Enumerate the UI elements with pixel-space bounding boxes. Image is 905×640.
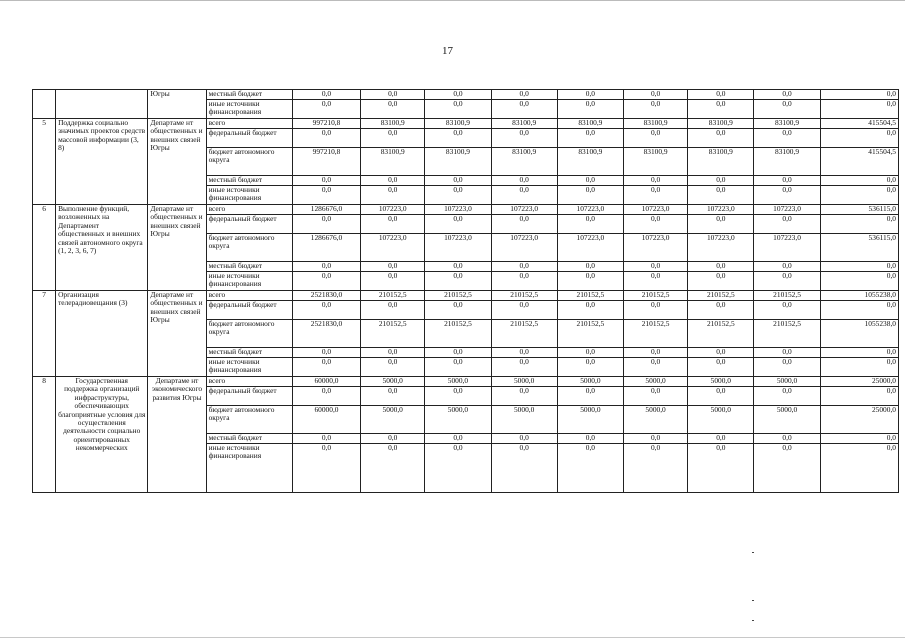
value-cell: 210152,5 bbox=[688, 320, 754, 348]
value-cell: 0,0 bbox=[688, 100, 754, 119]
value-cell: 0,0 bbox=[623, 215, 687, 234]
value-cell: 83100,9 bbox=[688, 119, 754, 129]
value-cell: 0,0 bbox=[557, 348, 623, 358]
value-cell: 0,0 bbox=[820, 358, 898, 377]
value-cell: 997210,8 bbox=[292, 119, 360, 129]
value-cell: 0,0 bbox=[754, 90, 820, 100]
value-cell: 0,0 bbox=[425, 186, 491, 205]
row-index-cell: 7 bbox=[33, 291, 56, 377]
value-cell: 210152,5 bbox=[557, 291, 623, 301]
value-cell: 0,0 bbox=[292, 358, 360, 377]
responsible-cell: Департаме нт общественных и внешних связей Югры bbox=[148, 119, 206, 205]
value-cell: 210152,5 bbox=[491, 291, 557, 301]
source-cell: бюджет автономного округа bbox=[206, 320, 292, 348]
value-cell: 0,0 bbox=[491, 215, 557, 234]
value-cell: 0,0 bbox=[754, 262, 820, 272]
value-cell: 0,0 bbox=[623, 176, 687, 186]
value-cell: 0,0 bbox=[491, 90, 557, 100]
value-cell: 0,0 bbox=[292, 387, 360, 406]
value-cell: 107223,0 bbox=[491, 234, 557, 262]
value-cell: 2521830,0 bbox=[292, 291, 360, 301]
value-cell: 0,0 bbox=[425, 129, 491, 148]
value-cell: 0,0 bbox=[820, 215, 898, 234]
measure-name-cell: Организация телерадиовещания (3) bbox=[56, 291, 148, 377]
value-cell: 0,0 bbox=[623, 301, 687, 320]
value-cell: 1055238,0 bbox=[820, 320, 898, 348]
value-cell: 0,0 bbox=[688, 215, 754, 234]
value-cell: 0,0 bbox=[623, 186, 687, 205]
responsible-cell: Департаме нт экономического развития Югры bbox=[148, 377, 206, 493]
value-cell: 0,0 bbox=[361, 434, 425, 444]
value-cell: 0,0 bbox=[557, 129, 623, 148]
value-cell: 0,0 bbox=[292, 272, 360, 291]
source-cell: бюджет автономного округа bbox=[206, 234, 292, 262]
value-cell: 0,0 bbox=[623, 434, 687, 444]
value-cell: 0,0 bbox=[623, 444, 687, 493]
value-cell: 0,0 bbox=[491, 434, 557, 444]
value-cell: 107223,0 bbox=[688, 234, 754, 262]
value-cell: 1286676,0 bbox=[292, 234, 360, 262]
value-cell: 107223,0 bbox=[361, 234, 425, 262]
value-cell: 0,0 bbox=[361, 358, 425, 377]
value-cell: 107223,0 bbox=[623, 234, 687, 262]
value-cell: 0,0 bbox=[820, 387, 898, 406]
value-cell: 0,0 bbox=[754, 387, 820, 406]
source-cell: иные источники финансирования bbox=[206, 444, 292, 493]
value-cell: 0,0 bbox=[425, 176, 491, 186]
value-cell: 0,0 bbox=[557, 262, 623, 272]
value-cell: 0,0 bbox=[557, 176, 623, 186]
table-row bbox=[33, 119, 899, 129]
value-cell: 0,0 bbox=[754, 129, 820, 148]
value-cell: 0,0 bbox=[820, 90, 898, 100]
value-cell: 107223,0 bbox=[491, 205, 557, 215]
value-cell: 0,0 bbox=[361, 272, 425, 291]
value-cell: 0,0 bbox=[557, 387, 623, 406]
value-cell: 0,0 bbox=[292, 434, 360, 444]
source-cell: федеральный бюджет bbox=[206, 215, 292, 234]
value-cell: 0,0 bbox=[491, 272, 557, 291]
table-row bbox=[33, 90, 899, 100]
value-cell: 210152,5 bbox=[623, 320, 687, 348]
value-cell: 0,0 bbox=[491, 387, 557, 406]
value-cell: 5000,0 bbox=[491, 406, 557, 434]
value-cell: 0,0 bbox=[754, 176, 820, 186]
row-index-cell: 6 bbox=[33, 205, 56, 291]
value-cell: 0,0 bbox=[292, 100, 360, 119]
scan-speck bbox=[752, 620, 754, 621]
value-cell: 0,0 bbox=[754, 215, 820, 234]
source-cell: иные источники финансирования bbox=[206, 272, 292, 291]
value-cell: 5000,0 bbox=[491, 377, 557, 387]
value-cell: 83100,9 bbox=[361, 148, 425, 176]
value-cell: 5000,0 bbox=[688, 406, 754, 434]
value-cell: 1055238,0 bbox=[820, 291, 898, 301]
scan-speck bbox=[752, 552, 754, 553]
value-cell: 0,0 bbox=[292, 129, 360, 148]
value-cell: 0,0 bbox=[623, 100, 687, 119]
responsible-cell: Департаме нт общественных и внешних связей Югры bbox=[148, 291, 206, 377]
budget-table bbox=[32, 89, 899, 493]
value-cell: 83100,9 bbox=[425, 148, 491, 176]
value-cell: 0,0 bbox=[557, 186, 623, 205]
value-cell: 0,0 bbox=[557, 272, 623, 291]
value-cell: 83100,9 bbox=[557, 119, 623, 129]
value-cell: 0,0 bbox=[688, 262, 754, 272]
value-cell: 0,0 bbox=[491, 100, 557, 119]
responsible-cell: Югры bbox=[148, 90, 206, 119]
value-cell: 536115,0 bbox=[820, 205, 898, 215]
value-cell: 0,0 bbox=[688, 272, 754, 291]
source-cell: местный бюджет bbox=[206, 434, 292, 444]
value-cell: 0,0 bbox=[623, 387, 687, 406]
value-cell: 0,0 bbox=[623, 129, 687, 148]
value-cell: 0,0 bbox=[820, 262, 898, 272]
value-cell: 0,0 bbox=[491, 129, 557, 148]
measure-name-cell bbox=[56, 90, 148, 119]
source-cell: всего bbox=[206, 377, 292, 387]
value-cell: 107223,0 bbox=[557, 205, 623, 215]
value-cell: 0,0 bbox=[361, 129, 425, 148]
value-cell: 0,0 bbox=[491, 301, 557, 320]
value-cell: 0,0 bbox=[361, 387, 425, 406]
value-cell: 0,0 bbox=[557, 90, 623, 100]
row-index-cell: 8 bbox=[33, 377, 56, 493]
value-cell: 0,0 bbox=[361, 100, 425, 119]
page-number: 17 bbox=[442, 45, 453, 57]
value-cell: 997210,8 bbox=[292, 148, 360, 176]
value-cell: 0,0 bbox=[754, 444, 820, 493]
row-index-cell bbox=[33, 90, 56, 119]
value-cell: 0,0 bbox=[754, 358, 820, 377]
value-cell: 0,0 bbox=[292, 215, 360, 234]
value-cell: 107223,0 bbox=[754, 234, 820, 262]
value-cell: 0,0 bbox=[491, 186, 557, 205]
value-cell: 0,0 bbox=[557, 434, 623, 444]
source-cell: иные источники финансирования bbox=[206, 100, 292, 119]
value-cell: 0,0 bbox=[361, 90, 425, 100]
value-cell: 0,0 bbox=[425, 434, 491, 444]
value-cell: 25000,0 bbox=[820, 406, 898, 434]
value-cell: 210152,5 bbox=[491, 320, 557, 348]
value-cell: 107223,0 bbox=[557, 234, 623, 262]
source-cell: местный бюджет bbox=[206, 176, 292, 186]
source-cell: местный бюджет bbox=[206, 348, 292, 358]
value-cell: 107223,0 bbox=[425, 205, 491, 215]
source-cell: всего bbox=[206, 119, 292, 129]
value-cell: 83100,9 bbox=[557, 148, 623, 176]
value-cell: 2521830,0 bbox=[292, 320, 360, 348]
value-cell: 5000,0 bbox=[361, 406, 425, 434]
value-cell: 0,0 bbox=[557, 100, 623, 119]
value-cell: 83100,9 bbox=[754, 119, 820, 129]
measure-name-cell: Выполнение функций, возложенных на Департамент общественных и внешних связей автономного округа (1, 2, 3, 6, 7) bbox=[56, 205, 148, 291]
value-cell: 0,0 bbox=[557, 301, 623, 320]
value-cell: 0,0 bbox=[292, 444, 360, 493]
value-cell: 0,0 bbox=[820, 272, 898, 291]
value-cell: 0,0 bbox=[557, 444, 623, 493]
value-cell: 5000,0 bbox=[425, 406, 491, 434]
value-cell: 210152,5 bbox=[557, 320, 623, 348]
value-cell: 0,0 bbox=[820, 348, 898, 358]
value-cell: 0,0 bbox=[820, 444, 898, 493]
value-cell: 210152,5 bbox=[623, 291, 687, 301]
value-cell: 0,0 bbox=[425, 348, 491, 358]
value-cell: 0,0 bbox=[623, 90, 687, 100]
value-cell: 0,0 bbox=[754, 186, 820, 205]
value-cell: 5000,0 bbox=[688, 377, 754, 387]
value-cell: 0,0 bbox=[292, 176, 360, 186]
value-cell: 83100,9 bbox=[754, 148, 820, 176]
value-cell: 25000,0 bbox=[820, 377, 898, 387]
value-cell: 0,0 bbox=[820, 100, 898, 119]
value-cell: 0,0 bbox=[491, 444, 557, 493]
value-cell: 0,0 bbox=[688, 358, 754, 377]
source-cell: местный бюджет bbox=[206, 262, 292, 272]
page-bottom-edge bbox=[0, 637, 905, 638]
value-cell: 0,0 bbox=[425, 444, 491, 493]
source-cell: бюджет автономного округа bbox=[206, 148, 292, 176]
value-cell: 0,0 bbox=[491, 358, 557, 377]
value-cell: 0,0 bbox=[425, 215, 491, 234]
value-cell: 107223,0 bbox=[754, 205, 820, 215]
value-cell: 0,0 bbox=[688, 129, 754, 148]
value-cell: 0,0 bbox=[688, 186, 754, 205]
value-cell: 0,0 bbox=[425, 272, 491, 291]
scan-speck bbox=[752, 600, 754, 601]
source-cell: всего bbox=[206, 291, 292, 301]
value-cell: 0,0 bbox=[557, 358, 623, 377]
value-cell: 0,0 bbox=[623, 348, 687, 358]
value-cell: 0,0 bbox=[491, 262, 557, 272]
value-cell: 0,0 bbox=[688, 176, 754, 186]
value-cell: 536115,0 bbox=[820, 234, 898, 262]
value-cell: 0,0 bbox=[688, 301, 754, 320]
value-cell: 0,0 bbox=[754, 301, 820, 320]
value-cell: 0,0 bbox=[292, 301, 360, 320]
value-cell: 107223,0 bbox=[425, 234, 491, 262]
value-cell: 107223,0 bbox=[623, 205, 687, 215]
value-cell: 107223,0 bbox=[361, 205, 425, 215]
source-cell: федеральный бюджет bbox=[206, 301, 292, 320]
value-cell: 107223,0 bbox=[688, 205, 754, 215]
value-cell: 0,0 bbox=[688, 387, 754, 406]
value-cell: 0,0 bbox=[361, 444, 425, 493]
row-index-cell: 5 bbox=[33, 119, 56, 205]
value-cell: 0,0 bbox=[754, 348, 820, 358]
table-row bbox=[33, 291, 899, 301]
value-cell: 0,0 bbox=[491, 348, 557, 358]
value-cell: 0,0 bbox=[820, 129, 898, 148]
value-cell: 0,0 bbox=[623, 358, 687, 377]
value-cell: 0,0 bbox=[754, 100, 820, 119]
measure-name-cell: Государственная поддержка организаций инфраструктуры, обеспечивающих благоприятные условия для осуществления деятельности социально ориентированных некоммерческих bbox=[56, 377, 148, 493]
value-cell: 0,0 bbox=[688, 444, 754, 493]
value-cell: 210152,5 bbox=[754, 291, 820, 301]
value-cell: 1286676,0 bbox=[292, 205, 360, 215]
value-cell: 210152,5 bbox=[425, 291, 491, 301]
value-cell: 0,0 bbox=[361, 348, 425, 358]
value-cell: 5000,0 bbox=[623, 377, 687, 387]
value-cell: 83100,9 bbox=[688, 148, 754, 176]
value-cell: 0,0 bbox=[292, 262, 360, 272]
value-cell: 5000,0 bbox=[557, 377, 623, 387]
value-cell: 5000,0 bbox=[623, 406, 687, 434]
value-cell: 5000,0 bbox=[425, 377, 491, 387]
responsible-cell: Департаме нт общественных и внешних связей Югры bbox=[148, 205, 206, 291]
source-cell: федеральный бюджет bbox=[206, 387, 292, 406]
value-cell: 5000,0 bbox=[361, 377, 425, 387]
value-cell: 5000,0 bbox=[754, 377, 820, 387]
value-cell: 0,0 bbox=[425, 358, 491, 377]
value-cell: 0,0 bbox=[820, 301, 898, 320]
value-cell: 83100,9 bbox=[491, 148, 557, 176]
value-cell: 0,0 bbox=[688, 434, 754, 444]
value-cell: 83100,9 bbox=[361, 119, 425, 129]
source-cell: федеральный бюджет bbox=[206, 129, 292, 148]
value-cell: 0,0 bbox=[361, 301, 425, 320]
value-cell: 0,0 bbox=[820, 176, 898, 186]
value-cell: 0,0 bbox=[491, 176, 557, 186]
value-cell: 0,0 bbox=[425, 262, 491, 272]
value-cell: 0,0 bbox=[361, 186, 425, 205]
value-cell: 415504,5 bbox=[820, 148, 898, 176]
value-cell: 0,0 bbox=[820, 434, 898, 444]
value-cell: 210152,5 bbox=[425, 320, 491, 348]
source-cell: местный бюджет bbox=[206, 90, 292, 100]
value-cell: 5000,0 bbox=[754, 406, 820, 434]
table-row bbox=[33, 377, 899, 387]
value-cell: 0,0 bbox=[425, 90, 491, 100]
source-cell: бюджет автономного округа bbox=[206, 406, 292, 434]
value-cell: 0,0 bbox=[292, 348, 360, 358]
value-cell: 83100,9 bbox=[623, 148, 687, 176]
value-cell: 0,0 bbox=[425, 100, 491, 119]
value-cell: 0,0 bbox=[820, 186, 898, 205]
value-cell: 0,0 bbox=[292, 90, 360, 100]
table-row bbox=[33, 205, 899, 215]
page-top-edge bbox=[0, 0, 905, 1]
source-cell: всего bbox=[206, 205, 292, 215]
value-cell: 0,0 bbox=[425, 387, 491, 406]
value-cell: 0,0 bbox=[361, 262, 425, 272]
value-cell: 210152,5 bbox=[754, 320, 820, 348]
value-cell: 0,0 bbox=[754, 434, 820, 444]
value-cell: 0,0 bbox=[361, 176, 425, 186]
value-cell: 0,0 bbox=[623, 272, 687, 291]
value-cell: 210152,5 bbox=[361, 320, 425, 348]
source-cell: иные источники финансирования bbox=[206, 358, 292, 377]
value-cell: 83100,9 bbox=[425, 119, 491, 129]
value-cell: 83100,9 bbox=[623, 119, 687, 129]
value-cell: 0,0 bbox=[361, 215, 425, 234]
value-cell: 210152,5 bbox=[361, 291, 425, 301]
value-cell: 0,0 bbox=[754, 272, 820, 291]
value-cell: 0,0 bbox=[688, 348, 754, 358]
value-cell: 0,0 bbox=[623, 262, 687, 272]
value-cell: 60000,0 bbox=[292, 406, 360, 434]
value-cell: 0,0 bbox=[688, 90, 754, 100]
value-cell: 5000,0 bbox=[557, 406, 623, 434]
value-cell: 83100,9 bbox=[491, 119, 557, 129]
value-cell: 60000,0 bbox=[292, 377, 360, 387]
value-cell: 0,0 bbox=[292, 186, 360, 205]
value-cell: 0,0 bbox=[425, 301, 491, 320]
source-cell: иные источники финансирования bbox=[206, 186, 292, 205]
value-cell: 210152,5 bbox=[688, 291, 754, 301]
measure-name-cell: Поддержка социально значимых проектов средств массовой информации (3, 8) bbox=[56, 119, 148, 205]
value-cell: 415504,5 bbox=[820, 119, 898, 129]
value-cell: 0,0 bbox=[557, 215, 623, 234]
